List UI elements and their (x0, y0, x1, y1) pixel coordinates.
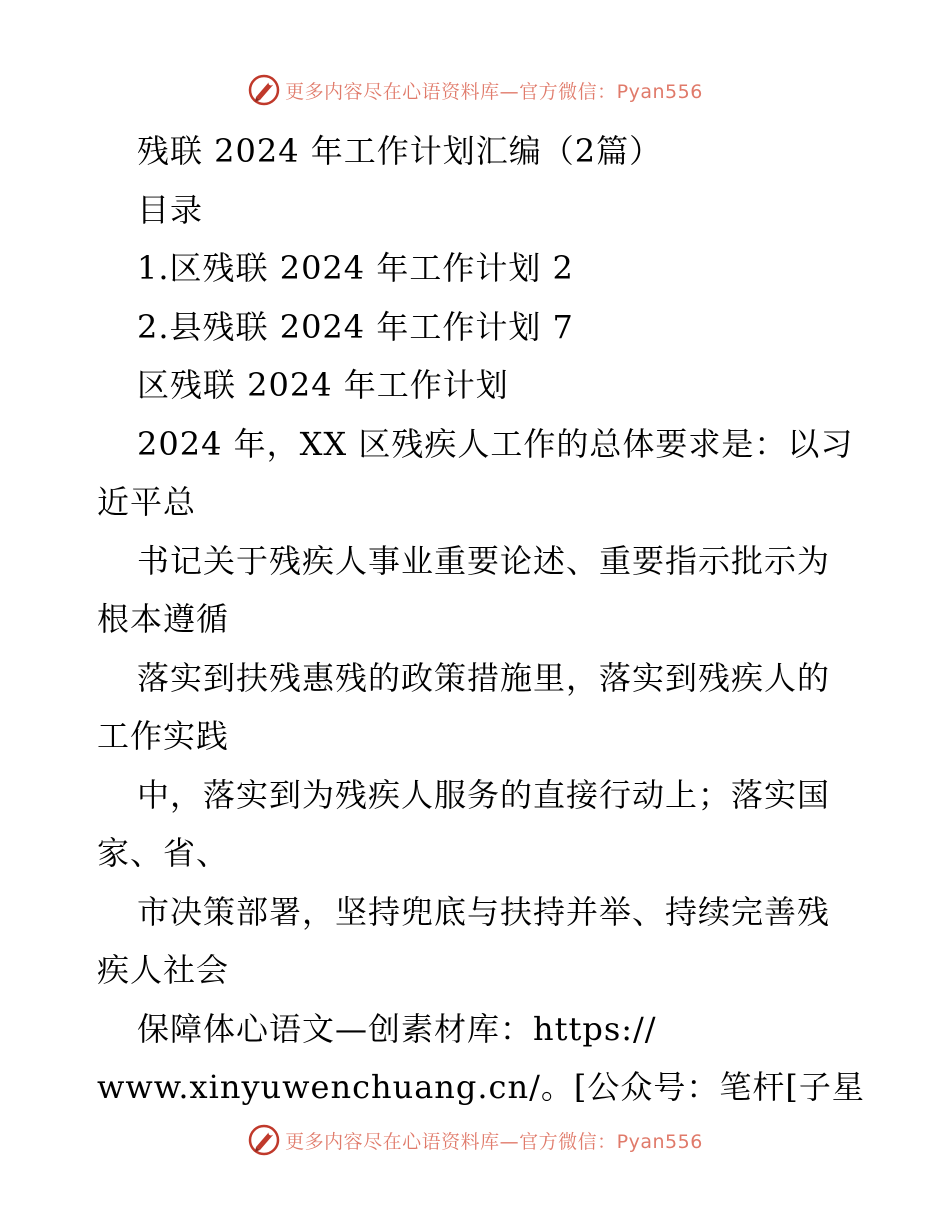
body-line: 疾人社会 (97, 951, 230, 989)
document-title: 残联 2024 年工作计划汇编（2篇） (137, 132, 663, 170)
footer-watermark-banner (0, 1120, 950, 1160)
header-watermark-banner (0, 70, 950, 110)
pen-logo-icon (247, 1123, 281, 1157)
toc-item-2: 2.县残联 2024 年工作计划 7 (137, 307, 574, 346)
body-line: 家、省、 (97, 834, 230, 872)
body-line: 市决策部署，坚持兜底与扶持并举、持续完善残 (137, 892, 831, 931)
document-body (97, 122, 865, 1117)
body-line-url: www.xinyuwenchuang.cn/。[公众号：笔杆[子星 (97, 1068, 865, 1106)
header-watermark-text: 更多内容尽在心语资料库—官方微信：Pyan556 (285, 80, 703, 103)
toc-heading: 目录 (137, 190, 204, 229)
pen-logo-icon (247, 73, 281, 107)
body-line: 书记关于残疾人事业重要论述、重要指示批示为 (137, 541, 831, 580)
toc-item-1: 1.区残联 2024 年工作计划 2 (137, 249, 574, 287)
body-line: 保障体心语文—创素材库：https:// (137, 1009, 657, 1048)
body-line: 中，落实到为残疾人服务的直接行动上；落实国 (137, 775, 831, 814)
body-line: 落实到扶残惠残的政策措施里，落实到残疾人的 (137, 658, 831, 697)
body-line: 2024 年，XX 区残疾人工作的总体要求是：以习 (137, 424, 854, 463)
footer-watermark-text: 更多内容尽在心语资料库—官方微信：Pyan556 (285, 1130, 703, 1153)
body-line: 根本遵循 (97, 600, 230, 638)
section-title: 区残联 2024 年工作计划 (137, 366, 509, 404)
body-line: 近平总 (97, 483, 197, 521)
body-line: 工作实践 (97, 717, 230, 755)
